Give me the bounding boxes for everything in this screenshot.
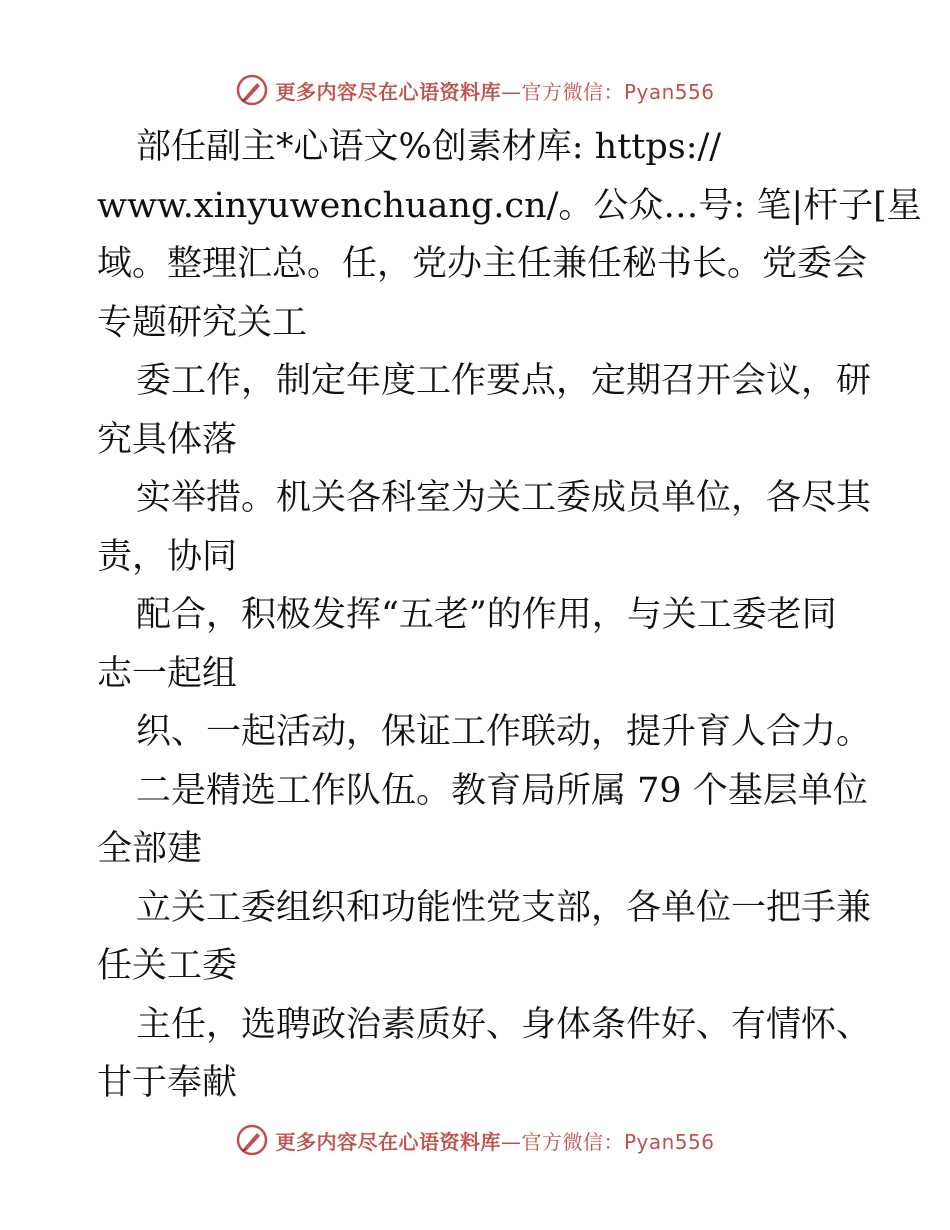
watermark-main-text: 更多内容尽在心语资料库 (275, 1129, 501, 1154)
body-line: 实举措。机关各科室为关工委成员单位，各尽其 (136, 478, 872, 518)
body-line: 委工作，制定年度工作要点，定期召开会议，研 (136, 361, 872, 401)
body-line: 全部建 (97, 829, 203, 869)
watermark-wechat-text: 官方微信：Pyan556 (521, 1129, 715, 1154)
body-line: 究具体落 (97, 419, 238, 460)
body-line: 配合，积极发挥“五老”的作用，与关工委老同 (136, 595, 837, 635)
footer-watermark (0, 1118, 950, 1162)
body-line: 织、一起活动，保证工作联动，提升育人合力。 (136, 712, 872, 752)
watermark-text (275, 76, 714, 105)
watermark-main-text: 更多内容尽在心语资料库 (275, 79, 501, 104)
body-line: 甘于奉献 (97, 1063, 238, 1103)
watermark-text (275, 1126, 714, 1155)
watermark-dash: — (500, 79, 522, 104)
body-line: 任关工委 (97, 946, 238, 986)
body-line: 二是精选工作队伍。教育局所属 79 个基层单位 (136, 770, 868, 811)
document-body (97, 118, 922, 1113)
watermark-wechat-text: 官方微信：Pyan556 (521, 79, 715, 104)
body-line: 立关工委组织和功能性党支部，各单位一把手兼 (136, 887, 872, 928)
body-line: 责，协同 (97, 536, 238, 577)
body-line: 主任，选聘政治素质好、身体条件好、有情怀、 (136, 1004, 872, 1045)
body-line: 专题研究关工 (97, 302, 308, 343)
body-line: www.xinyuwenchuang.cn/。公众…号: 笔|杆子[星 (97, 185, 922, 226)
pen-in-circle-icon (235, 73, 269, 107)
header-watermark (0, 68, 950, 112)
body-line: 部任副主*心语文%创素材库: https:// (136, 127, 722, 167)
body-line: 域。整理汇总。任，党办主任兼任秘书长。党委会 (97, 244, 868, 284)
watermark-dash: — (500, 1129, 522, 1154)
pen-in-circle-icon (235, 1123, 269, 1157)
body-line: 志一起组 (97, 653, 238, 694)
